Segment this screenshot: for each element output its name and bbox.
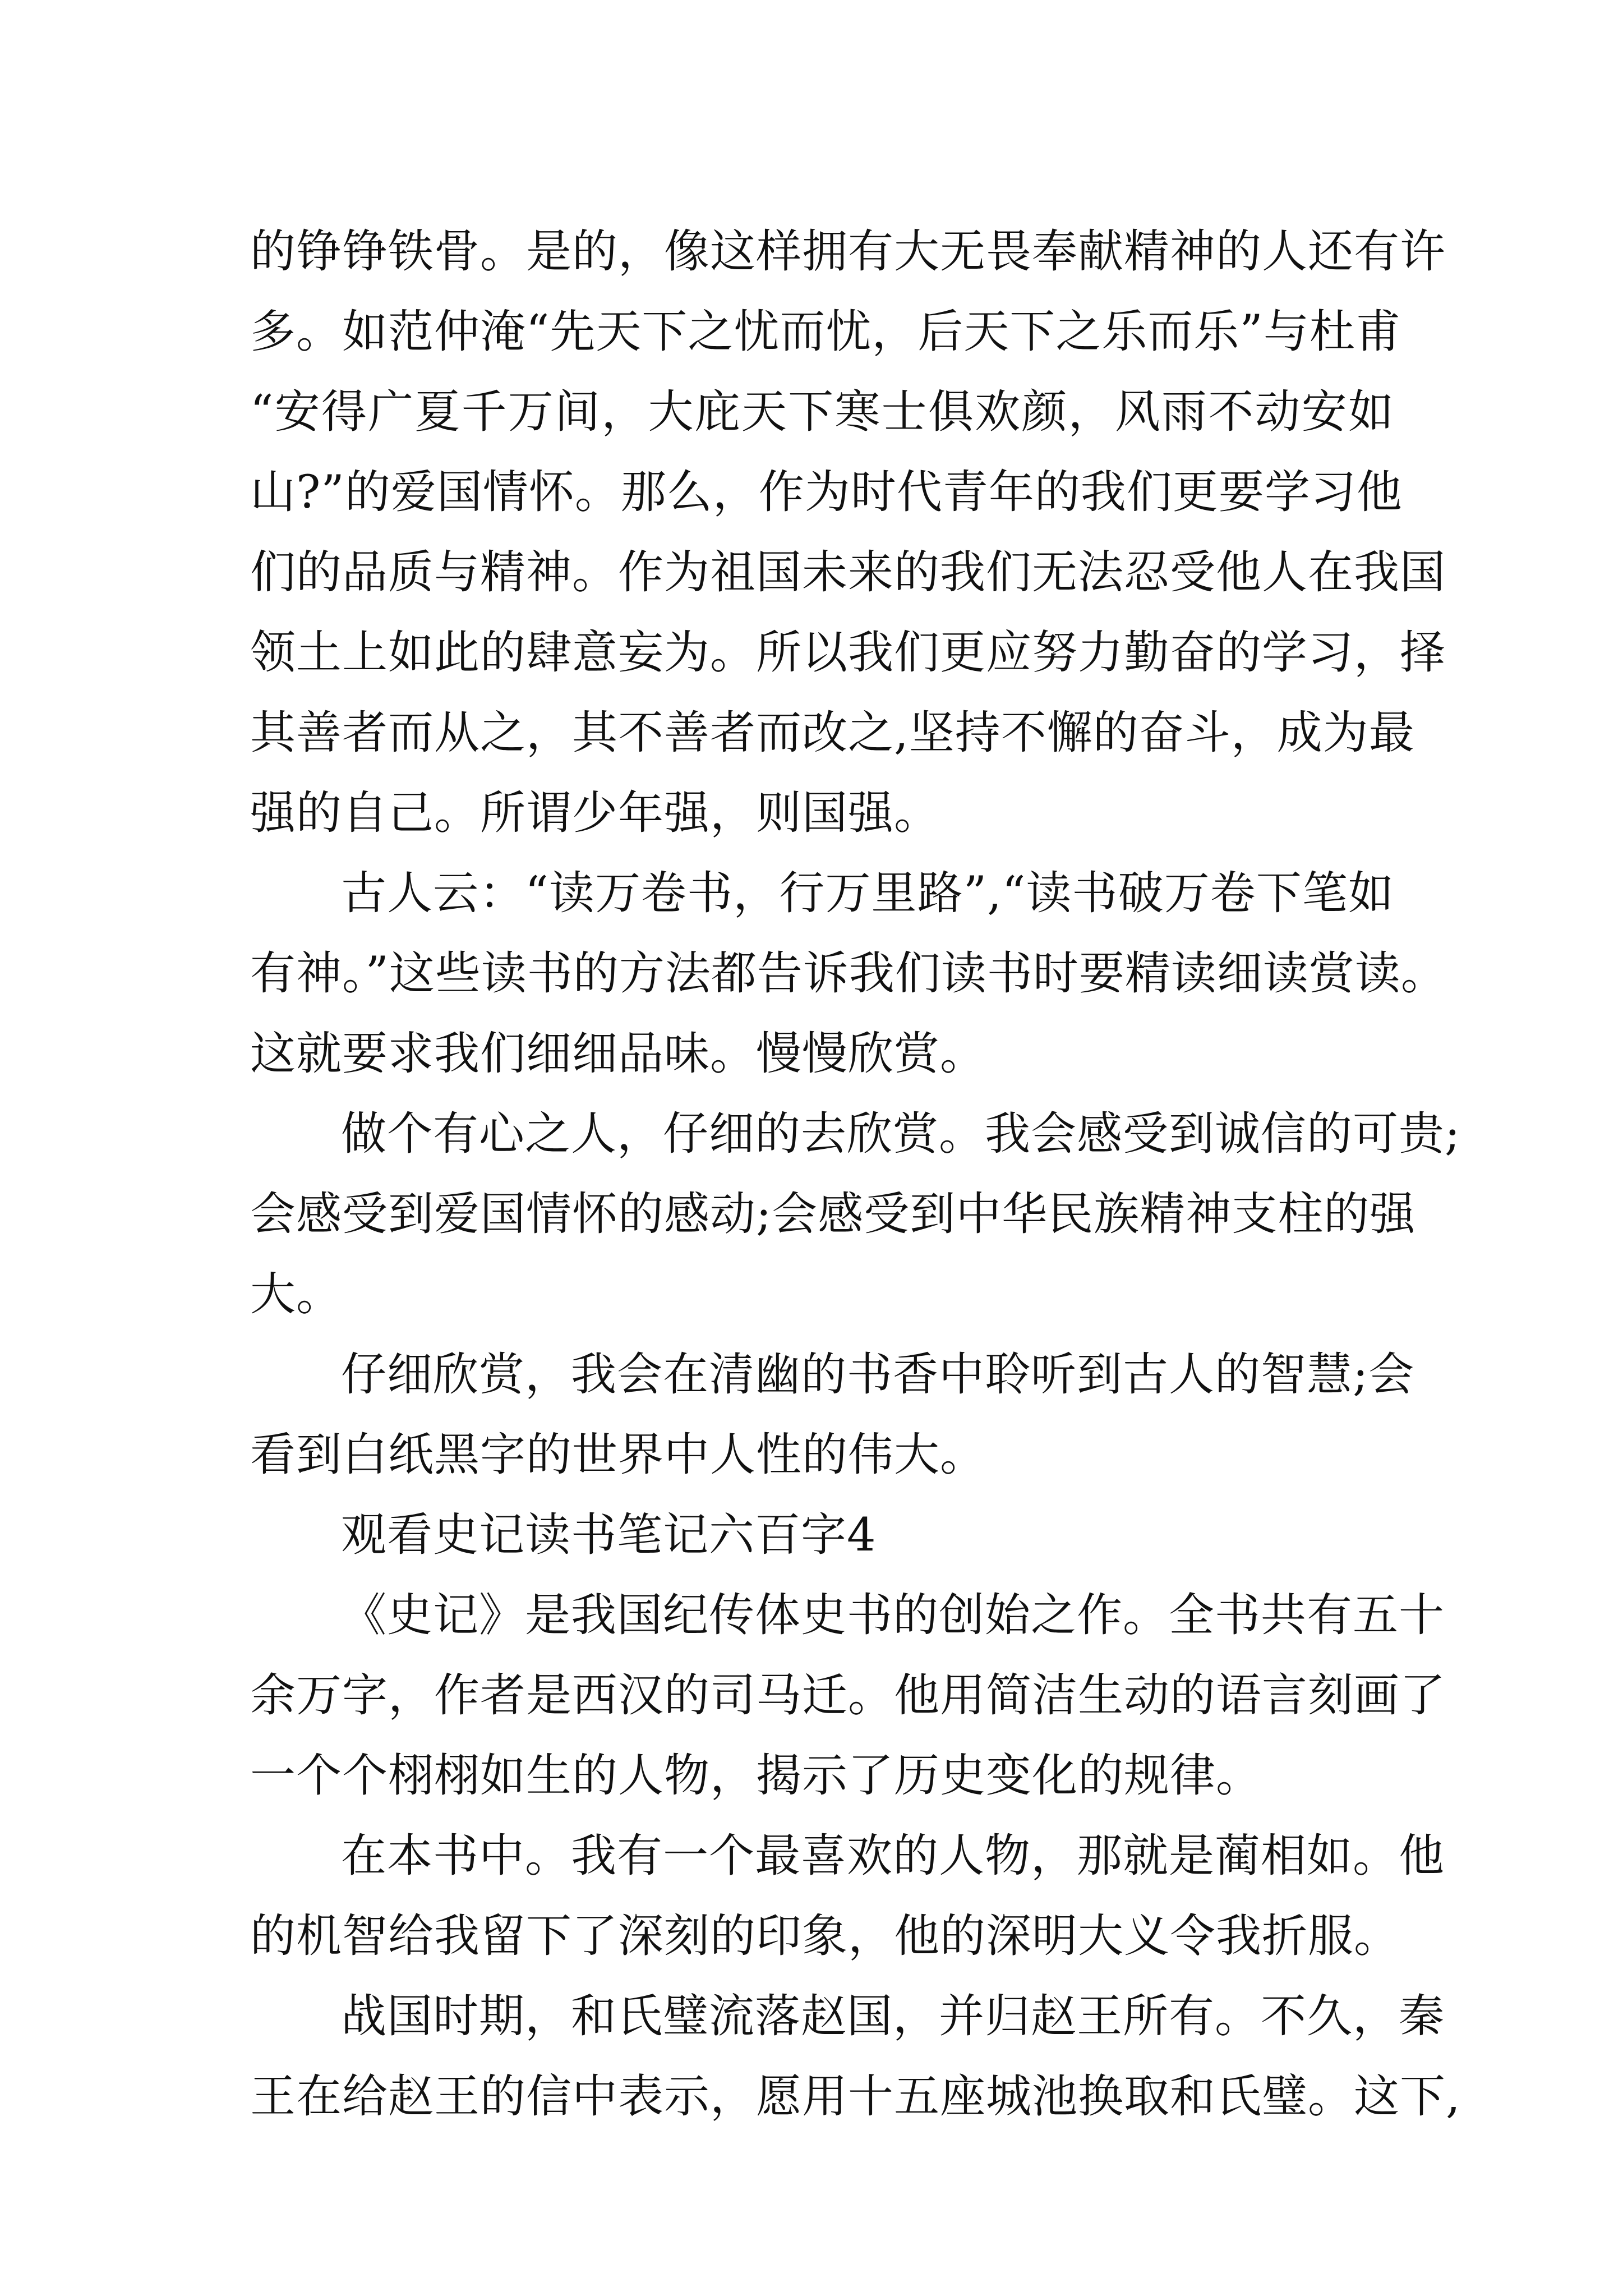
text-line: 会感受到爱国情怀的感动;会感受到中华民族精神支柱的强 (250, 1188, 1416, 1241)
text-line: 其善者而从之，其不善者而改之,坚持不懈的奋斗，成为最 (250, 707, 1415, 760)
section-heading: 观看史记读书笔记六百字4 (341, 1509, 877, 1562)
text-line: 多。如范仲淹“先天下之忧而忧，后天下之乐而乐”与杜甫 (250, 306, 1401, 358)
text-line: 的铮铮铁骨。是的，像这样拥有大无畏奉献精神的人还有许 (250, 226, 1446, 278)
text-line: 领土上如此的肆意妄为。所以我们更应努力勤奋的学习，择 (250, 627, 1446, 679)
text-line: 一个个栩栩如生的人物，揭示了历史变化的规律。 (250, 1750, 1262, 1802)
paragraph-first-line: 古人云：“读万卷书，行万里路”,“读书破万卷下笔如 (341, 867, 1394, 920)
paragraph-first-line: 在本书中。我有一个最喜欢的人物，那就是蔺相如。他 (341, 1830, 1445, 1883)
text-line: “安得广夏千万间，大庇天下寒士俱欢颜，风雨不动安如 (250, 386, 1394, 439)
paragraph-first-line: 做个有心之人，仔细的去欣赏。我会感受到诚信的可贵; (341, 1108, 1461, 1161)
paragraph-first-line: 《史记》是我国纪传体史书的创始之作。全书共有五十 (341, 1589, 1445, 1642)
text-line: 强的自己。所谓少年强，则国强。 (250, 787, 940, 840)
text-line: 山?”的爱国情怀。那么，作为时代青年的我们更要学习他 (250, 466, 1403, 519)
text-line: 有神。”这些读书的方法都告诉我们读书时要精读细读赏读。 (250, 947, 1447, 1000)
text-line: 的机智给我留下了深刻的印象，他的深明大义令我折服。 (250, 1910, 1400, 1963)
text-line: 大。 (250, 1268, 343, 1321)
document-body (250, 212, 1461, 2137)
paragraph-first-line: 战国时期，和氏璧流落赵国，并归赵王所有。不久，秦 (341, 1990, 1445, 2043)
text-line: 们的品质与精神。作为祖国未来的我们无法忍受他人在我国 (250, 546, 1446, 599)
text-line: 余万字，作者是西汉的司马迁。他用简洁生动的语言刻画了 (250, 1669, 1446, 1722)
text-line: 王在给赵王的信中表示，愿用十五座城池换取和氏璧。这下, (250, 2070, 1461, 2123)
text-line: 这就要求我们细细品味。慢慢欣赏。 (250, 1028, 986, 1080)
text-line: 看到白纸黑字的世界中人性的伟大。 (250, 1429, 986, 1481)
paragraph-first-line: 仔细欣赏，我会在清幽的书香中聆听到古人的智慧;会 (341, 1349, 1415, 1401)
